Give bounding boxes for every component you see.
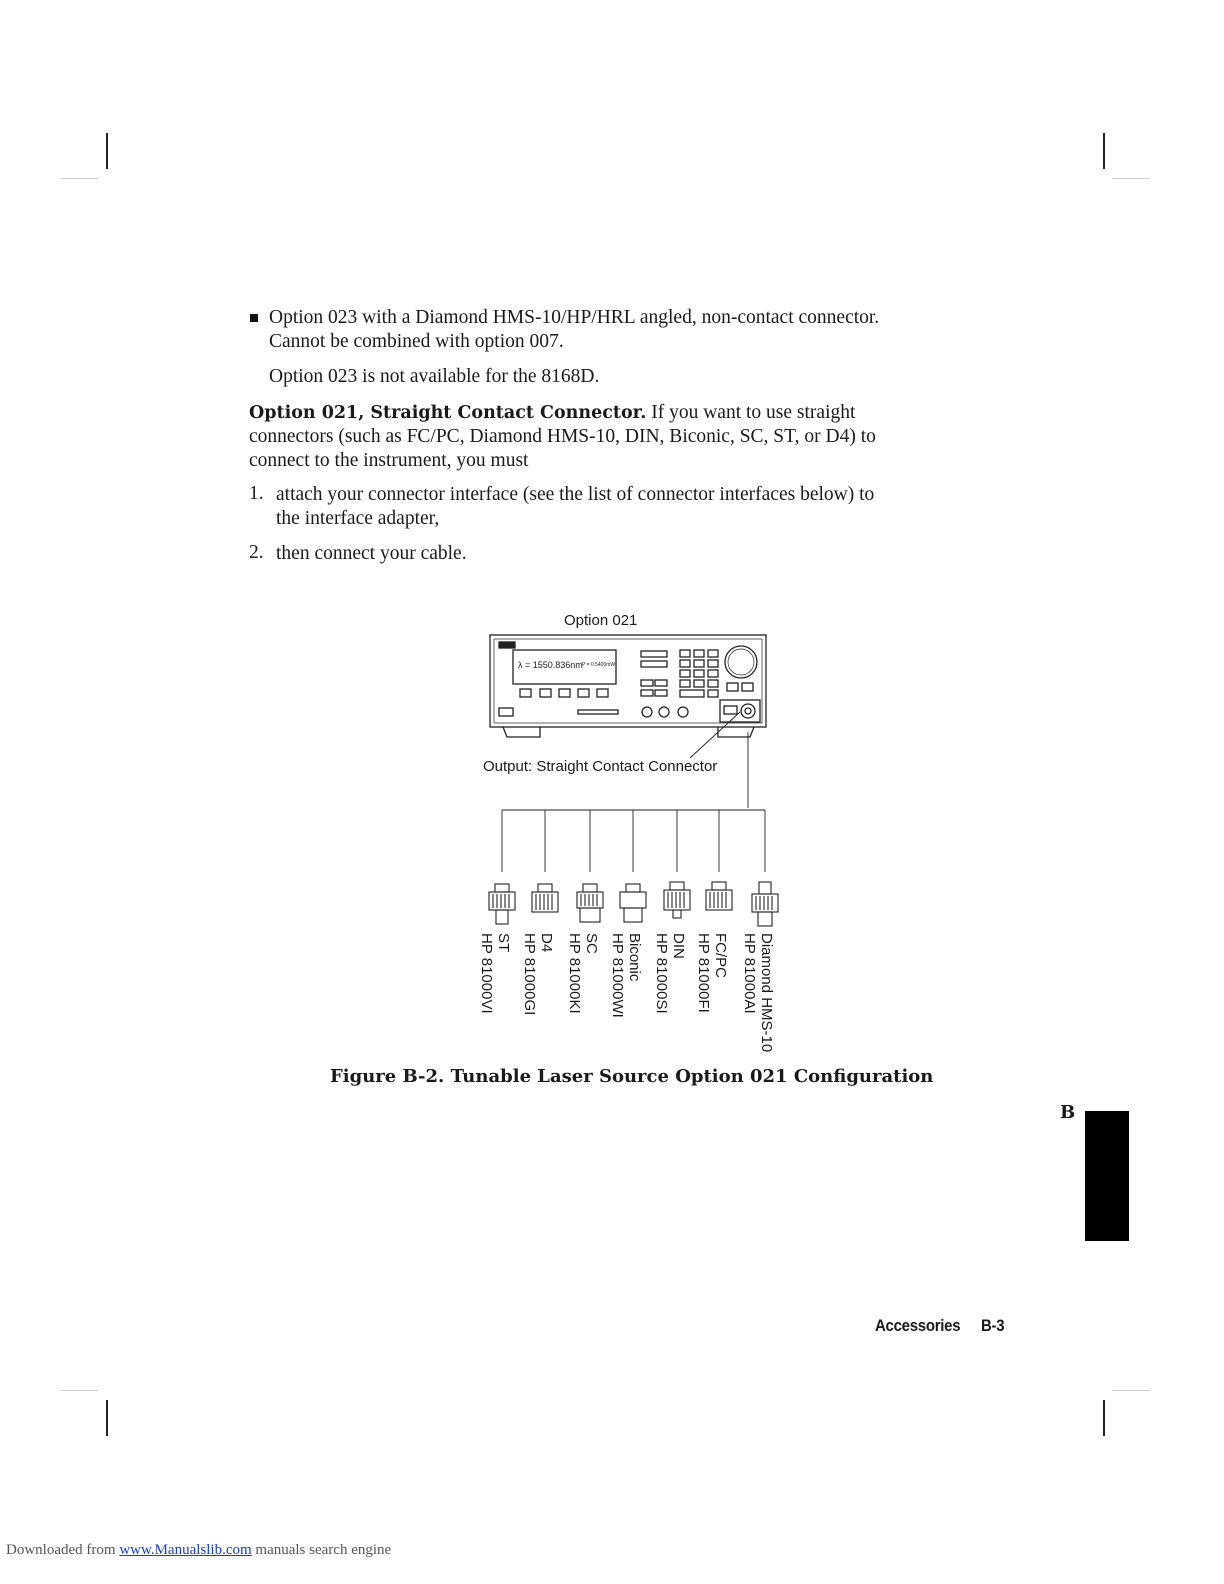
option021-paragraph-line-3: connect to the instrument, you must (249, 450, 529, 471)
bullet-line-1: Option 023 with a Diamond HMS-10/HP/HRL angled, non-contact connector. (269, 307, 880, 328)
crop-mark (106, 133, 108, 169)
bullet-marker (250, 314, 258, 322)
connector-label-fcpc: FC/PC HP 81000FI (695, 933, 729, 1013)
connector-label-d4: D4 HP 81000GI (521, 933, 555, 1016)
option021-paragraph-line-1 (249, 401, 855, 425)
download-suffix: manuals search engine (255, 1542, 392, 1558)
step-1-line-1: attach your connector interface (see the list of connector interfaces below) to (276, 484, 875, 505)
connector-label-sc: SC HP 81000KI (566, 933, 600, 1014)
connector-label-st: ST HP 81000VI (478, 933, 512, 1014)
section-tab-letter: B (1060, 1102, 1076, 1123)
section-tab (1085, 1111, 1129, 1241)
bullet-line-2: Cannot be combined with option 007. (269, 331, 564, 352)
page-number: B-3 (981, 1316, 1005, 1335)
crop-mark (106, 1400, 108, 1436)
crop-line (1112, 178, 1150, 179)
option021-paragraph-line-2: connectors (such as FC/PC, Diamond HMS-10, DIN, Biconic, SC, ST, or D4) to (249, 426, 876, 447)
manualslib-link[interactable]: www.Manualslib.com (119, 1542, 252, 1558)
instrument-display-wavelength: λ = 1550.836nm (518, 660, 583, 670)
instrument-display-power: P = 0.5400mW (582, 662, 616, 668)
step-1-line-2: the interface adapter, (276, 508, 440, 529)
crop-line (60, 1390, 98, 1391)
output-label: Output: Straight Contact Connector (483, 758, 718, 775)
step-number: 2. (249, 542, 264, 563)
connector-label-din: DIN HP 81000SI (653, 933, 687, 1014)
crop-mark (1103, 1400, 1105, 1436)
step-2-line-1: then connect your cable. (276, 543, 467, 564)
download-notice (6, 1542, 391, 1559)
crop-line (1112, 1390, 1150, 1391)
download-prefix: Downloaded from (6, 1542, 116, 1558)
crop-mark (1103, 133, 1105, 169)
figure-caption: Figure B-2. Tunable Laser Source Option 021 Configuration (330, 1066, 934, 1087)
option021-text: If you want to use straight (651, 402, 856, 423)
step-number: 1. (249, 483, 264, 504)
footer-section: Accessories (875, 1316, 961, 1335)
connector-label-diamond: Diamond HMS-10 HP 81000AI (741, 933, 775, 1053)
figure-title: Option 021 (564, 612, 638, 629)
crop-line (60, 178, 98, 179)
option021-heading: Option 021, Straight Contact Connector. (249, 403, 647, 423)
connector-label-biconic: Biconic HP 81000WI (609, 933, 643, 1018)
availability-note: Option 023 is not available for the 8168D. (269, 366, 600, 387)
